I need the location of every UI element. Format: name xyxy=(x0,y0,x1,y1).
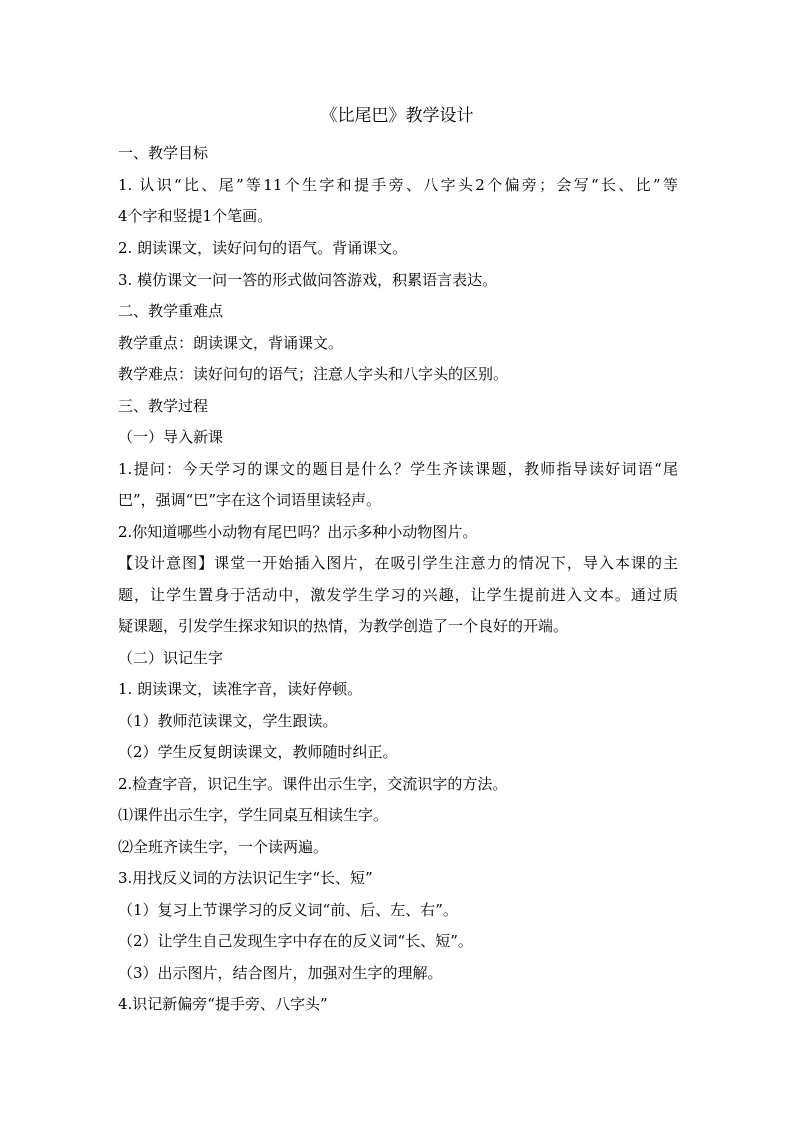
intro-step-1-line-2: 巴”，强调“巴”字在这个词语里读轻声。 xyxy=(118,491,382,509)
recognition-step-2: 2.检查字音，识记生字。课件出示生字，交流识字的方法。 xyxy=(118,775,508,793)
heading-key-difficulties: 二、教学重难点 xyxy=(118,302,224,320)
goal-1-line-2: 4个字和竖提1个笔画。 xyxy=(118,207,273,225)
recognition-step-1: 1. 朗读课文，读准字音，读好停顿。 xyxy=(118,680,363,698)
document-title: 《比尾巴》教学设计 xyxy=(320,106,474,126)
design-intent-line-2: 题，让学生置身于活动中，激发学生学习的兴趣，让学生提前进入文本。通过质 xyxy=(118,586,678,604)
recognition-step-1-b: （2）学生反复朗读课文，教师随时纠正。 xyxy=(118,743,398,761)
intro-step-1-line-1: 1.提问：今天学习的课文的题目是什么？学生齐读课题，教师指导读好词语“尾 xyxy=(118,460,678,478)
heading-teaching-goals: 一、教学目标 xyxy=(118,144,209,162)
design-intent-line-1: 【设计意图】课堂一开始插入图片，在吸引学生注意力的情况下，导入本课的主 xyxy=(118,554,678,572)
subheading-introduction: （一）导入新课 xyxy=(118,428,224,446)
intro-step-2: 2.你知道哪些小动物有尾巴吗？出示多种小动物图片。 xyxy=(118,523,478,541)
recognition-step-3-c: （3）出示图片，结合图片，加强对生字的理解。 xyxy=(118,964,443,982)
subheading-character-recognition: （二）识记生字 xyxy=(118,649,224,667)
difficult-point: 教学难点：读好问句的语气；注意人字头和八字头的区别。 xyxy=(118,365,509,383)
recognition-step-4: 4.识记新偏旁“提手旁、八字头” xyxy=(118,995,328,1013)
recognition-step-1-a: （1）教师范读课文，学生跟读。 xyxy=(118,712,338,730)
goal-3: 3. 模仿课文一问一答的形式做问答游戏，积累语言表达。 xyxy=(118,271,498,289)
recognition-step-2-a: ⑴课件出示生字，学生同桌互相读生字。 xyxy=(118,806,389,824)
recognition-step-3-b: （2）让学生自己发现生字中存在的反义词“长、短”。 xyxy=(118,932,473,950)
goal-2: 2. 朗读课文，读好问句的语气。背诵课文。 xyxy=(118,239,408,257)
heading-teaching-process: 三、教学过程 xyxy=(118,397,209,415)
goal-1-line-1: 1. 认识“比、尾”等11个生字和提手旁、八字头2个偏旁；会写“长、比”等 xyxy=(118,176,678,194)
recognition-step-2-b: ⑵全班齐读生字，一个读两遍。 xyxy=(118,838,329,856)
design-intent-line-3: 疑课题，引发学生探求知识的热情，为教学创造了一个良好的开端。 xyxy=(118,617,569,635)
recognition-step-3: 3.用找反义词的方法识记生字“长、短” xyxy=(118,869,373,887)
key-point: 教学重点：朗读课文，背诵课文。 xyxy=(118,334,344,352)
recognition-step-3-a: （1）复习上节课学习的反义词“前、后、左、右”。 xyxy=(118,901,458,919)
